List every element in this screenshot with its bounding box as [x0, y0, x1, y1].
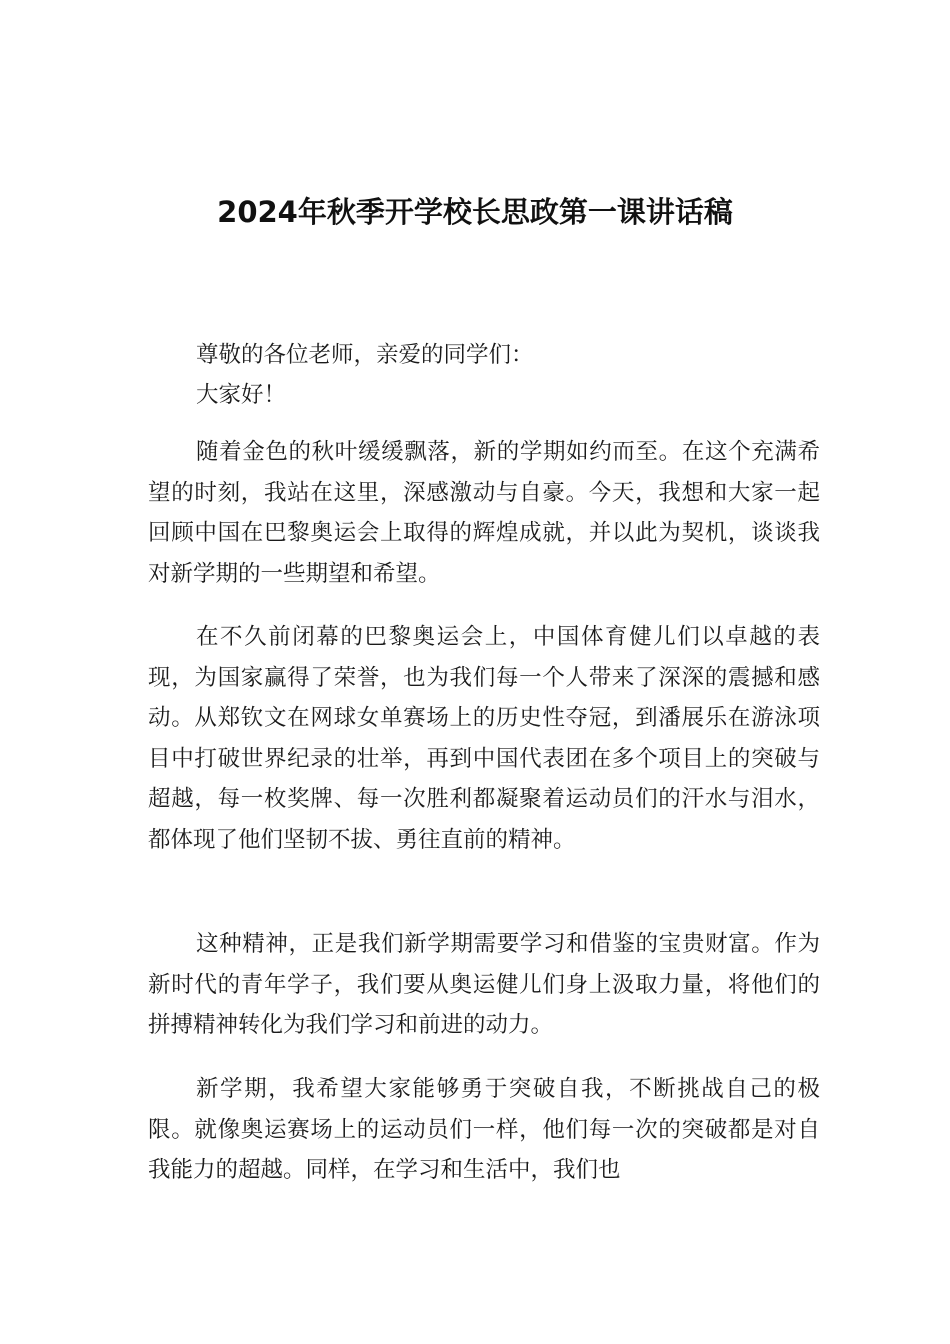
salutation: 尊敬的各位老师，亲爱的同学们： [196, 342, 534, 368]
greeting: 大家好！ [196, 382, 287, 408]
document-title: 2024年秋季开学校长思政第一课讲话稿 [217, 195, 733, 229]
paragraph-3: 这种精神，正是我们新学期需要学习和借鉴的宝贵财富。作为新时代的青年学子，我们要从奥运健儿们身上汲取力量，将他们的拼搏精神转化为我们学习和前进的动力。 [148, 931, 820, 1038]
paragraph-4: 新学期，我希望大家能够勇于突破自我，不断挑战自己的极限。就像奥运赛场上的运动员们一样，他们每一次的突破都是对自我能力的超越。同样，在学习和生活中，我们也 [148, 1076, 820, 1183]
paragraph-2: 在不久前闭幕的巴黎奥运会上，中国体育健儿们以卓越的表现，为国家赢得了荣誉，也为我们每一个人带来了深深的震撼和感动。从郑钦文在网球女单赛场上的历史性夺冠，到潘展乐在游泳项目中打破世界纪录的壮举，再到中国代表团在多个项目上的突破与超越，每一枚奖牌、每一次胜利都凝聚着运动员们的汗水与泪水，都体现了他们坚韧不拔、勇往直前的精神。 [148, 624, 820, 853]
greeting-block [148, 335, 820, 415]
paragraph-1: 随着金色的秋叶缓缓飘落，新的学期如约而至。在这个充满希望的时刻，我站在这里，深感激动与自豪。今天，我想和大家一起回顾中国在巴黎奥运会上取得的辉煌成就，并以此为契机，谈谈我对新学期的一些期望和希望。 [148, 439, 820, 587]
